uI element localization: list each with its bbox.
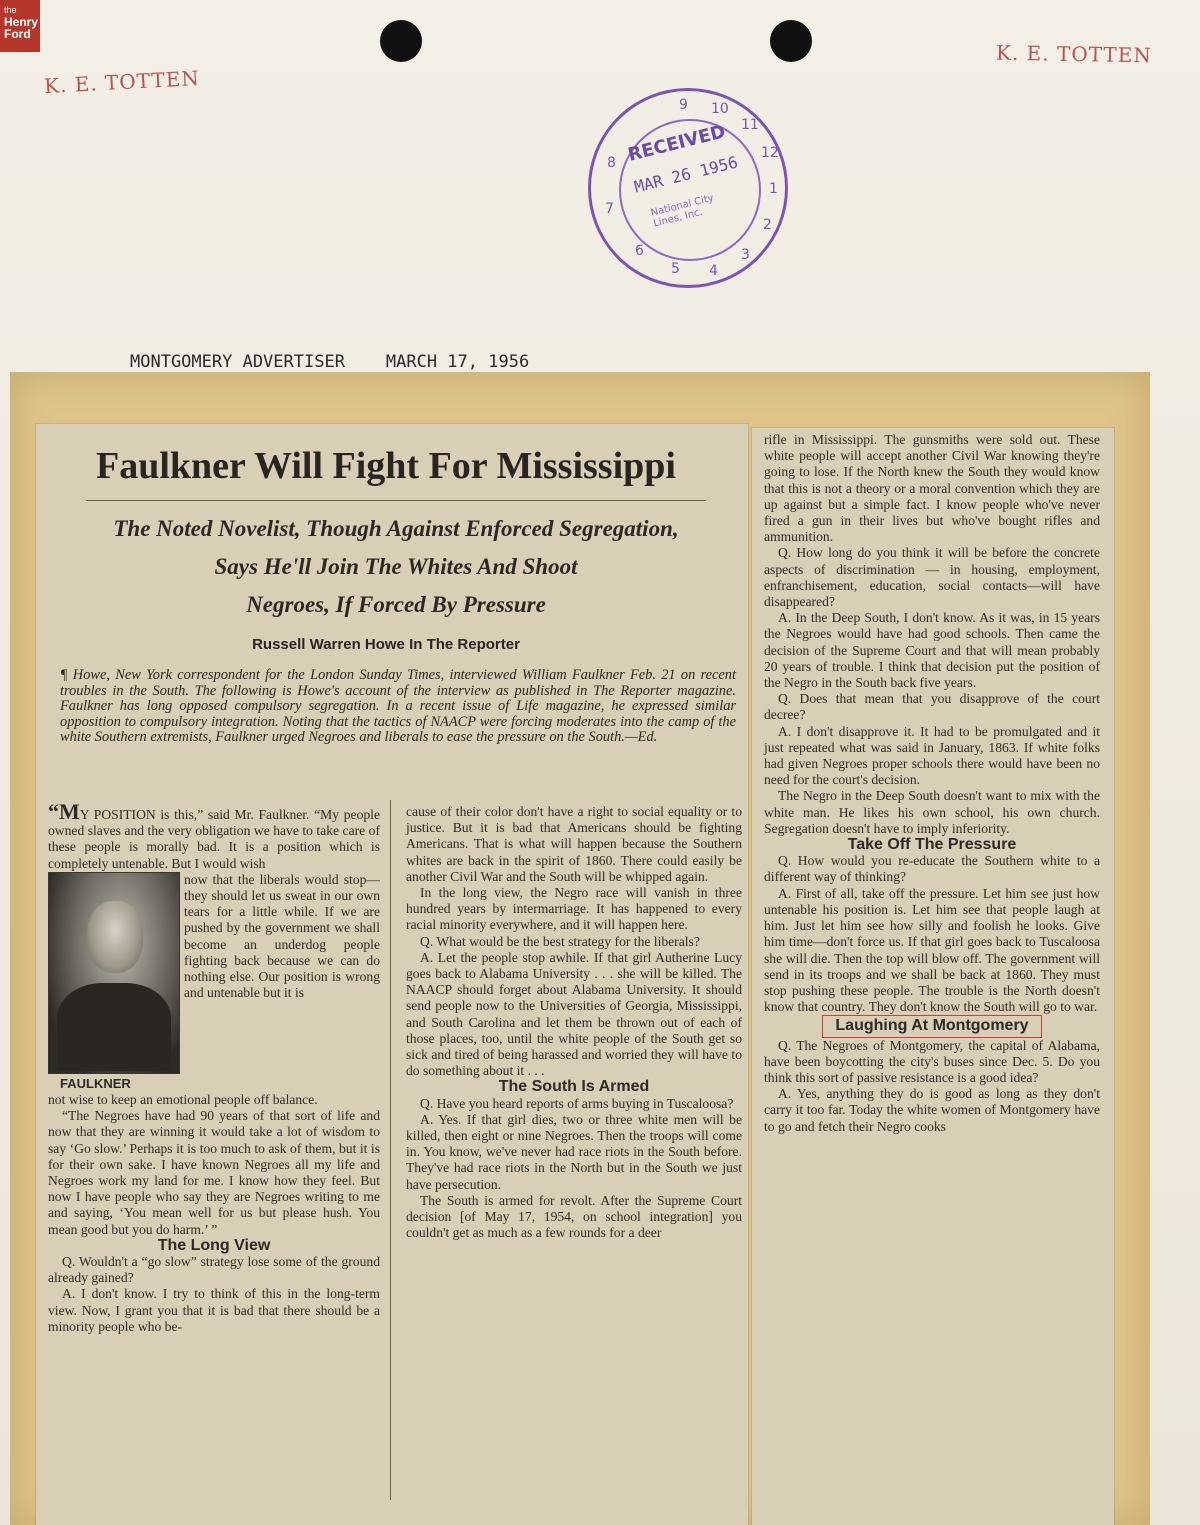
deck-line: Negroes, If Forced By Pressure	[246, 592, 546, 617]
question: Q. What would be the best strategy for the liberals?	[420, 933, 700, 949]
lead-text-start: Y POSITION is this,” said Mr. Faulkner. “My people owned slaves and the very obligation we have to take care of these people is morally bad. It is a position which is completely untenable. But I would wish	[48, 807, 380, 871]
column-rule	[390, 800, 391, 1500]
stamp-hour: 5	[671, 261, 680, 277]
lead-paragraph-cont: now that the liberals would stop—they should let us sweat in our own tears for a little while. If we are pushed by the government we shall become an underdog people fighting back because we can do nothing else. Our position is wrong and untenable but it is	[184, 871, 380, 1001]
logo-text-henry: Henry	[4, 15, 39, 29]
article-column-3	[764, 432, 1100, 1135]
logo-text-the: the	[4, 5, 17, 15]
subhead-south-armed: The South Is Armed	[498, 1078, 650, 1096]
article-byline: Russell Warren Howe In The Reporter	[252, 636, 520, 653]
stamp-hour: 1	[769, 181, 778, 197]
source-newspaper: MONTGOMERY ADVERTISER	[130, 352, 345, 372]
stamp-hour: 2	[763, 217, 772, 233]
paragraph: The South is armed for revolt. After the Supreme Court decision [of May 17, 1954, on school integration] you couldn't get as much as a few rounds for a deer	[406, 1192, 742, 1241]
stamp-received-word: RECEIVED	[625, 121, 728, 166]
article-column-1	[48, 799, 380, 1335]
photo-caption: FAULKNER	[60, 1075, 131, 1091]
stamp-hour: 3	[741, 247, 750, 263]
stamp-hour: 12	[761, 145, 779, 161]
question: Q. Wouldn't a “go slow” strategy lose some of the ground already gained?	[48, 1254, 380, 1286]
subhead-take-off-pressure: Take Off The Pressure	[847, 836, 1017, 854]
logo-text-ford: Ford	[4, 27, 31, 41]
received-date-stamp	[588, 88, 788, 288]
paragraph: “The Negroes have had 90 years of that sort of life and now that they are winning it would take a lot of wisdom to say ‘Go slow.’ Perhaps it is too much to ask of them, but it is for their own sake. I have known Negroes all my life and Negroes work my land for me. I know how they feel. But now I have people who say they are Negroes writing to me and saying, ‘You mean well for us but please hush. You mean good but you do harm.’ ”	[48, 1108, 380, 1237]
paragraph: cause of their color don't have a right to social equality or to justice. But it is bad that Americans should be fighting Americans. That is what will happen because the Southern whites are back in the spirit of 1860. There could easily be another Civil War and the South will be whipped again.	[406, 804, 742, 884]
article-headline: Faulkner Will Fight For Mississippi	[96, 445, 676, 487]
subhead-laughing-montgomery	[764, 1015, 1100, 1037]
deck-line: The Noted Novelist, Though Against Enforced Segregation,	[113, 516, 679, 541]
stamp-hour: 11	[741, 117, 759, 133]
stamp-date: MAR 26 1956	[632, 152, 740, 197]
article-deck	[58, 510, 734, 624]
stamp-hour: 6	[635, 243, 644, 259]
article-column-2	[406, 804, 742, 1241]
editor-intro: ¶ Howe, New York correspondent for the London Sunday Times, interviewed William Faulkner Feb. 21 on recent troubles in the South. The following is Howe's account of the interview as published in The Reporter magazine. Faulkner has long opposed compulsory segregation. In a recent issue of Life magazine, he expressed similar opposition to compulsory integration. Noting that the tactics of NAACP were forcing moderates into the camp of the white Southern extremists, Faulkner urged Negroes and liberals to ease the pressure on the South.—Ed.	[60, 667, 736, 746]
answer: A. In the Deep South, I don't know. As it was, in 15 years the Negroes would have had good schools. Then came the decision of the Supreme Court and that will mean probably 20 years of trouble. I think that decision put the position of the Negro in the South back five years.	[764, 610, 1100, 691]
deck-line: Says He'll Join The Whites And Shoot	[214, 554, 578, 579]
answer: A. Yes. If that girl dies, two or three white men will be killed, then eight or nine Negroes. Then the troops will come in. You know, we've never had race riots in the South before. They've had race riots in the North but in the South we just have persecution.	[406, 1111, 742, 1192]
portrait-coat	[57, 983, 171, 1071]
stamp-hour: 10	[711, 101, 729, 117]
answer: A. First of all, take off the pressure. Let him see just how untenable his position is. Let him see that people laugh at him. Just let him see how silly and foolish he looks. Give him time—don't force us. If that girl goes back to Tuscaloosa she will die. Then the top will blow off. The government will send in its troops and we shall be back at 1860. They must stop pushing these people. The trouble is the North doesn't know that country. They don't know the South will go to war.	[764, 885, 1100, 1015]
question: Q. How would you re-educate the Southern white to a different way of thinking?	[764, 853, 1100, 885]
lead-paragraph	[48, 799, 380, 872]
stamp-hour: 8	[607, 155, 616, 171]
paragraph: In the long view, the Negro race will vanish in three hundred years by intermarriage. It has happened to every racial minority everywhere, and it will happen here.	[406, 885, 742, 933]
answer: A. I don't disapprove it. It had to be promulgated and it just repeated what was said in January, 1863. If white folks had given Negroes proper schools there would have been no need for the court's decision.	[764, 723, 1100, 788]
name-stamp-left: K. E. TOTTEN	[43, 65, 201, 99]
source-line	[130, 352, 529, 372]
paragraph: rifle in Mississippi. The gunsmiths were sold out. These white people will accept another Civil War knowing they're going to lose. If the North knew the South they would know that this is not a theory or a moral convention which they are up against but a simple fact. I know people who've never fired a gun in their lives but who've bought rifles and ammunition.	[764, 432, 1100, 545]
lead-paragraph-tail: not wise to keep an emotional people off balance.	[48, 1092, 318, 1108]
question: Q. Have you heard reports of arms buying in Tuscaloosa?	[420, 1095, 734, 1111]
paragraph: The Negro in the Deep South doesn't want to mix with the white man. He likes his own school, his own church. Segregation doesn't have to imply inferiority.	[764, 788, 1100, 836]
portrait-face	[87, 901, 143, 973]
answer: A. Let the people stop awhile. If that girl Autherine Lucy goes back to Alabama University . . . she will be killed. The NAACP should forget about Alabama University. It should send people now to the Universities of Georgia, Mississippi, and South Carolina and let them be thrown out of each of those places, too, until the white people of the South get so sick and tired of being harassed and worried they will have to do something about it . . .	[406, 949, 742, 1079]
punch-hole-right	[770, 20, 812, 62]
question: Q. How long do you think it will be before the concrete aspects of discrimination — in housing, employment, enfranchisement, education, social contacts—will have disappeared?	[764, 545, 1100, 610]
stamp-hour: 4	[709, 263, 718, 279]
stamp-hour: 9	[679, 97, 688, 113]
source-date: MARCH 17, 1956	[385, 352, 530, 372]
name-stamp-right: K. E. TOTTEN	[995, 40, 1153, 68]
boxed-subhead-text: Laughing At Montgomery	[822, 1015, 1041, 1037]
subhead-long-view: The Long View	[157, 1236, 271, 1254]
answer: A. I don't know. I try to think of this in the long-term view. Now, I grant you that it is bad that there should be a minority people who be-	[48, 1286, 380, 1334]
punch-hole-left	[380, 20, 422, 62]
headline-rule	[86, 500, 706, 501]
henry-ford-logo	[0, 0, 40, 52]
question: Q. Does that mean that you disapprove of the court decree?	[764, 691, 1100, 723]
question: Q. The Negroes of Montgomery, the capital of Alabama, have been boycotting the city's buses since Dec. 5. Do you think this sort of passive resistance is a good idea?	[764, 1037, 1100, 1085]
stamp-organization: National City Lines, Inc.	[649, 192, 715, 230]
faulkner-portrait	[48, 872, 180, 1074]
drop-cap: “M	[48, 799, 80, 824]
answer: A. Yes, anything they do is good as long as they don't carry it too far. Today the white women of Montgomery have to go and fetch their Negro cooks	[764, 1086, 1100, 1134]
stamp-hour: 7	[605, 201, 614, 217]
